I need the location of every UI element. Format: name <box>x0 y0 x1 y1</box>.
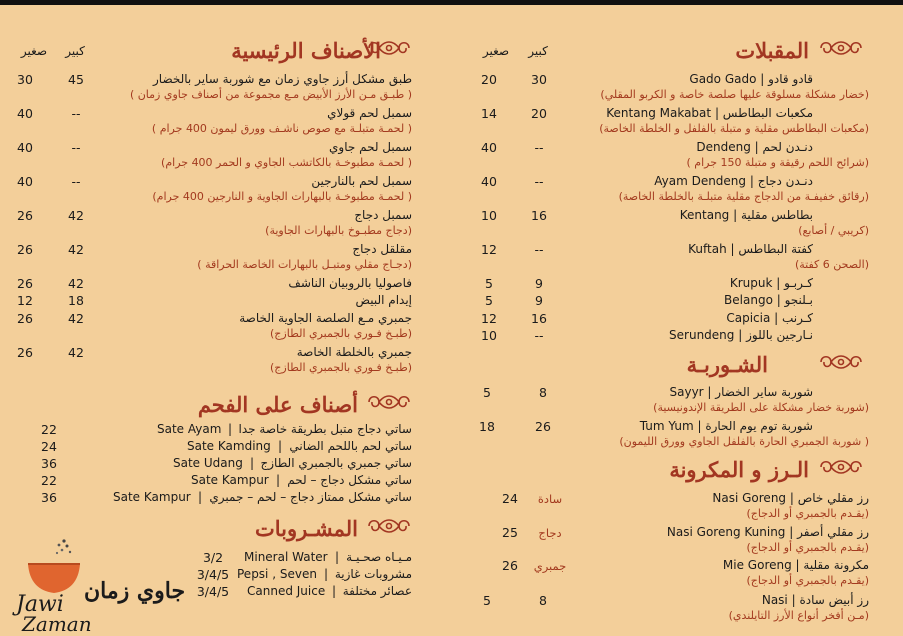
main-price-large: -- <box>71 106 81 121</box>
main-price-large: 42 <box>68 311 84 326</box>
appetizer-price-large: 30 <box>531 72 547 87</box>
header-small-left: صغير <box>20 44 48 58</box>
main-price-small: 12 <box>17 293 33 308</box>
main-price-small: 26 <box>17 276 33 291</box>
rice-name: مكرونة مقلية | Mie Goreng <box>722 558 869 572</box>
main-dish-name: سمبل دجاج <box>354 208 412 222</box>
main-price-small: 26 <box>17 345 33 360</box>
drink-price: 3/2 <box>202 550 224 565</box>
appetizer-desc: (مكعبات البطاطس مقلية و متبلة بالفلفل و الخلطة الخاصة) <box>599 122 869 135</box>
soup-name: شوربة ساير الخضار | Sayyr <box>669 385 813 399</box>
grill-name-en: Sate Udang <box>173 456 243 470</box>
soup-desc: ( شوربة الجمبري الحارة بالفلفل الجاوي وورق الليمون) <box>619 435 869 448</box>
main-dish-desc: (دجـاج مقلي ومتبـل بالبهارات الخاصة الحراقة ) <box>197 258 412 271</box>
grill-name-ar: ساتي دجاج متبل بطريقة خاصة جدا <box>238 422 412 436</box>
appetizer-name: قادو قادو | Gado Gado <box>689 72 813 86</box>
mains-title: الأصناف الرئيسية <box>231 38 381 63</box>
grill-name-en: Sate Kamding <box>187 439 271 453</box>
separator-bar: | <box>276 473 281 487</box>
logo-latin-zaman: Zaman <box>22 612 92 636</box>
main-price-small: 26 <box>17 311 33 326</box>
drink-name-en: Mineral Water <box>244 550 328 564</box>
separator-bar: | <box>335 550 340 564</box>
main-dish-name: سمبل لحم جاوي <box>329 140 412 154</box>
appetizers-ornament-icon <box>817 38 865 62</box>
appetizer-price-large: 9 <box>535 293 543 308</box>
main-dish-name: فاصوليا بالروبيان الناشف <box>288 276 412 290</box>
rice-desc: (يقـدم بالجمبري أو الدجاج) <box>746 541 869 554</box>
rice-desc: (يقـدم بالجمبري أو الدجاج) <box>746 574 869 587</box>
main-price-small: 30 <box>17 72 33 87</box>
main-price-large: 45 <box>68 72 84 87</box>
top-border <box>0 0 903 5</box>
soup-price-small: 5 <box>483 385 491 400</box>
logo-arabic: جاوي زمان <box>84 578 186 604</box>
appetizer-price-small: 5 <box>485 293 493 308</box>
main-price-large: 42 <box>68 208 84 223</box>
logo-latin-jawi: Jawi <box>16 592 64 617</box>
main-dish-name: سمبل لحم قولاي <box>327 106 412 120</box>
soup-name: شوربة توم يوم الحارة | Tum Yum <box>639 419 813 433</box>
header-small-right: صغير <box>482 44 510 58</box>
drink-name-en: Pepsi , Seven <box>237 567 317 581</box>
main-price-large: 42 <box>68 242 84 257</box>
separator-bar: | <box>278 439 283 453</box>
grill-name-ar: ساتي مشكل ممتاز دجاج – لحم – جمبري <box>209 490 412 504</box>
main-dish-name: مقلقل دجاج <box>352 242 412 256</box>
main-price-small: 26 <box>17 208 33 223</box>
rice-label: دجاج <box>538 526 562 540</box>
appetizer-price-large: 16 <box>531 208 547 223</box>
appetizer-name: بطاطس مقلية | Kentang <box>679 208 813 222</box>
grill-name-ar: ساتي مشكل دجاج – لحم <box>287 473 412 487</box>
drink-name-en: Canned Juice <box>247 584 326 598</box>
soup-desc: (شوربة خضار مشكلة على الطريقة الإندونيسية) <box>653 401 869 414</box>
main-price-large: 42 <box>68 276 84 291</box>
main-price-large: -- <box>71 174 81 189</box>
appetizer-price-small: 40 <box>481 140 497 155</box>
main-dish-name: جمبري مـع الصلصة الجاوية الخاصة <box>239 311 412 325</box>
appetizer-desc: (الصحن 6 كفتة) <box>794 258 869 271</box>
appetizer-price-large: -- <box>534 174 544 189</box>
grill-price: 24 <box>41 439 57 454</box>
drink-price: 3/4/5 <box>196 584 230 599</box>
main-price-small: 40 <box>17 174 33 189</box>
rice-price: 25 <box>502 525 518 540</box>
main-price-large: 42 <box>68 345 84 360</box>
rice-name: رز مقلي أصفر | Nasi Goreng Kuning <box>666 525 869 539</box>
appetizer-name: مكعبات البطاطس | Kentang Makabat <box>606 106 813 120</box>
main-price-large: -- <box>71 140 81 155</box>
soup-price-small: 18 <box>479 419 495 434</box>
rice-ornament-icon <box>817 457 865 481</box>
main-dish-name: طبق مشكل أرز جاوي زمان مع شوربة ساير بالخضار <box>153 72 412 86</box>
grill-ornament-icon <box>365 392 413 416</box>
appetizer-desc: (شرائح اللحم رقيقة و متبلة 150 جرام ) <box>686 156 869 169</box>
main-dish-name: إيدام البيض <box>355 293 412 307</box>
soup-ornament-icon <box>817 352 865 376</box>
appetizer-price-small: 12 <box>481 242 497 257</box>
appetizer-price-small: 20 <box>481 72 497 87</box>
rice-label: سادة <box>537 492 563 506</box>
main-dish-desc: (طبـخ فـوري بالجمبري الطازج) <box>270 361 412 374</box>
main-dish-desc: ( لحمـة مطبوخـة بالكاتشب الجاوي و الحمر 400 جرام) <box>161 156 412 169</box>
main-dish-desc: ( طبـق مـن الأرز الأبيض مـع مجموعة من أصناف جاوي زمان ) <box>129 88 412 101</box>
appetizer-desc: (خضار مشكلة مسلوقة عليها صلصة خاصة و الكربو المقلي) <box>600 88 869 101</box>
appetizer-name: دنـدن دجاج | Ayam Dendeng <box>654 174 813 188</box>
appetizer-price-small: 12 <box>481 311 497 326</box>
main-dish-name: جمبري بالخلطة الخاصة <box>296 345 412 359</box>
grill-name-en: Sate Kampur <box>113 490 191 504</box>
main-dish-desc: (دجاج مطبـوخ بالبهارات الجاوية) <box>265 224 412 237</box>
appetizer-price-small: 5 <box>485 276 493 291</box>
soup-price-large: 26 <box>535 419 551 434</box>
appetizer-price-small: 40 <box>481 174 497 189</box>
grill-price: 36 <box>41 456 57 471</box>
grill-price: 22 <box>41 422 57 437</box>
appetizer-price-large: 16 <box>531 311 547 326</box>
rice-price: 24 <box>502 491 518 506</box>
drink-name-ar: مشروبات غازية <box>334 567 412 581</box>
appetizer-name: كـربـو | Krupuk <box>729 276 813 290</box>
rice-name: رز أبيض سادة | Nasi <box>761 593 869 607</box>
drinks-ornament-icon <box>365 516 413 540</box>
main-price-small: 40 <box>17 106 33 121</box>
header-large-right: كبير <box>528 44 548 58</box>
grill-title: أصناف على الفحم <box>197 392 358 417</box>
separator-bar: | <box>324 567 329 581</box>
appetizer-desc: (رقائق خفيفـة من الدجاج مقلية متبلـة بالخلطة الخاصة) <box>618 190 869 203</box>
rice-title: الـرز و المكرونة <box>669 457 809 482</box>
main-price-small: 40 <box>17 140 33 155</box>
appetizer-name: بـلنجو | Belango <box>724 293 813 307</box>
main-price-small: 26 <box>17 242 33 257</box>
appetizer-name: دنـدن لحم | Dendeng <box>696 140 813 154</box>
rice-desc: (يقـدم بالجمبري أو الدجاج) <box>746 507 869 520</box>
appetizer-name: نـارجين باللوز | Serundeng <box>669 328 813 342</box>
rice-price-small: 5 <box>483 593 491 608</box>
soup-title: الشـوربـة <box>686 352 768 377</box>
rice-price-large: 8 <box>539 593 547 608</box>
appetizer-price-small: 10 <box>481 328 497 343</box>
mains-ornament-icon <box>365 38 413 62</box>
soup-price-large: 8 <box>539 385 547 400</box>
appetizer-desc: (كريبي / أصابع) <box>798 224 869 237</box>
separator-bar: | <box>332 584 337 598</box>
drink-name-ar: عصائر مختلفة <box>342 584 412 598</box>
appetizer-price-large: -- <box>534 242 544 257</box>
main-dish-desc: ( لحمـة مطبوخـة بالبهارات الجاوية و النارجين 400 جرام) <box>152 190 412 203</box>
appetizers-title: المقبلات <box>735 38 809 63</box>
separator-bar: | <box>250 456 255 470</box>
main-dish-desc: ( لحمـة متبلـة مع صوص ناشـف وورق ليمون 400 جرام ) <box>151 122 412 135</box>
appetizer-price-large: 9 <box>535 276 543 291</box>
appetizer-price-large: -- <box>534 328 544 343</box>
grill-name-en: Sate Kampur <box>191 473 269 487</box>
rice-name: رز مقلي خاص | Nasi Goreng <box>712 491 869 505</box>
grill-name-ar: ساتي جمبري بالجمبري الطازج <box>260 456 412 470</box>
main-dish-desc: (طبـخ فـوري بالجمبري الطازج) <box>270 327 412 340</box>
appetizer-name: كفتة البطاطس | Kuftah <box>688 242 813 256</box>
appetizer-price-large: -- <box>534 140 544 155</box>
appetizer-name: كـرنب | Capicia <box>726 311 813 325</box>
drink-price: 3/4/5 <box>196 567 230 582</box>
grill-price: 22 <box>41 473 57 488</box>
separator-bar: | <box>198 490 203 504</box>
separator-bar: | <box>228 422 233 436</box>
appetizer-price-large: 20 <box>531 106 547 121</box>
rice-label: جمبري <box>533 559 567 573</box>
appetizer-price-small: 10 <box>481 208 497 223</box>
grill-name-ar: ساتي لحم باللحم الضاني <box>289 439 412 453</box>
grill-price: 36 <box>41 490 57 505</box>
header-large-left: كبير <box>65 44 85 58</box>
main-price-large: 18 <box>68 293 84 308</box>
appetizer-price-small: 14 <box>481 106 497 121</box>
rice-desc: (مـن أفخر أنواع الأرز التايلندي) <box>728 609 869 622</box>
main-dish-name: سمبل لحم بالنارجين <box>311 174 412 188</box>
rice-price: 26 <box>502 558 518 573</box>
drink-name-ar: مـيـاه صحـيـة <box>346 550 412 564</box>
grill-name-en: Sate Ayam <box>157 422 222 436</box>
drinks-title: المشـروبات <box>254 516 358 541</box>
